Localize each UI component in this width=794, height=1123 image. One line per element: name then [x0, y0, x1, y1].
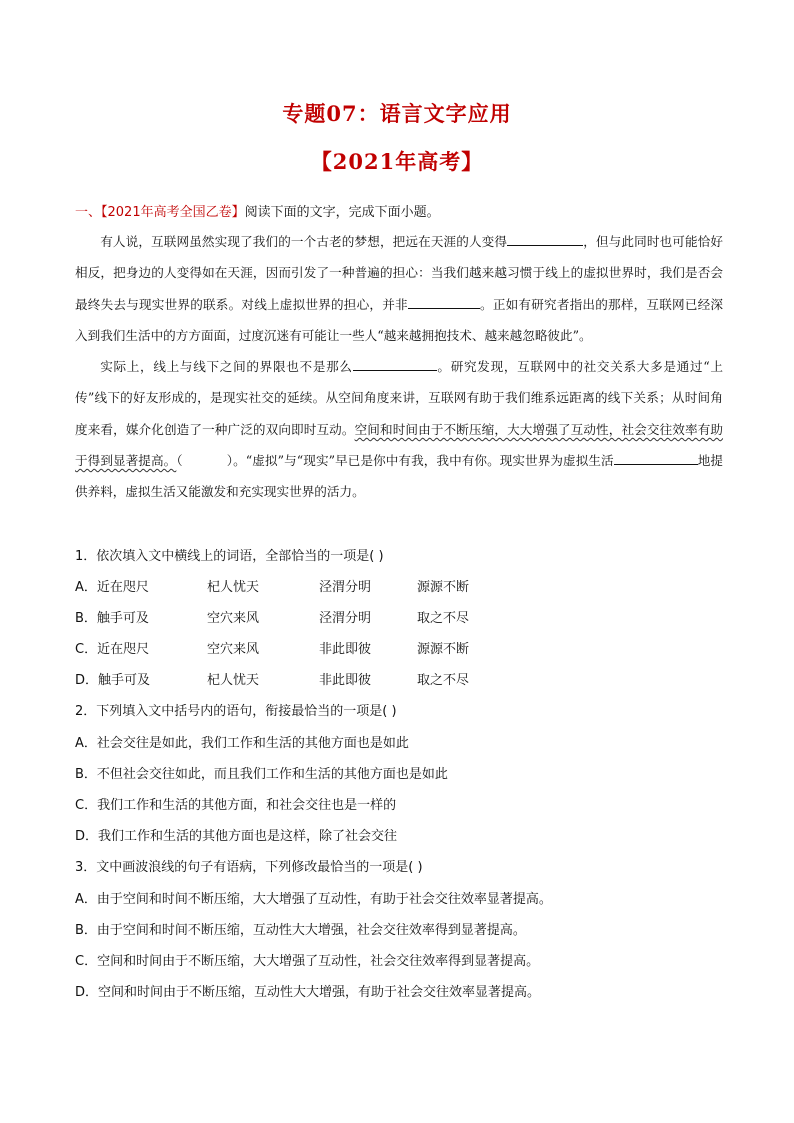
wavy-underlined-sentence: 空间和时间由于不断压缩，大大增强了互动性，社会交往效率有助于得到显著提高。 — [75, 421, 724, 469]
option-word: B．触手可及 — [75, 611, 149, 626]
question-1-option-c — [75, 638, 507, 657]
question-3-option-c: C．空间和时间由于不断压缩，大大增强了互动性，社会交往效率得到显著提高。 — [75, 954, 540, 969]
option-word: 源源不断 — [417, 580, 470, 595]
passage-text: ，但与此同时也可能恰好相反，把身边的人变得如在天涯，因而引发了一种普遍的担心：当我们越来越习惯于线上的虚拟世界时，我们是否会最终失去与现实世界的联系。对线上虚拟世界的担心，并非 — [75, 234, 724, 312]
question-2-stem: 2．下列填入文中括号内的语句，衔接最恰当的一项是( ) — [75, 704, 397, 719]
section-heading — [75, 201, 440, 220]
fill-blank-3 — [353, 356, 437, 371]
question-2-option-b: B．不但社会交往如此，而且我们工作和生活的其他方面也是如此 — [75, 767, 448, 782]
passage-text: 地提供养料，虚拟生活又能激发和充实现实世界的活力。 — [75, 453, 724, 500]
question-3-stem: 3．文中画波浪线的句子有语病，下列修改最恰当的一项是( ) — [75, 860, 423, 875]
question-1-option-d — [75, 669, 507, 688]
question-2-option-d: D．我们工作和生活的其他方面也是这样，除了社会交往 — [75, 829, 398, 844]
fill-blank-1 — [507, 231, 583, 246]
page-subtitle: 【2021年高考】 — [310, 149, 484, 174]
option-word: A．近在咫尺 — [75, 580, 149, 595]
fill-blank-4 — [614, 450, 698, 465]
option-word: 取之不尽 — [417, 673, 470, 688]
option-word: 杞人忧天 — [207, 673, 260, 688]
question-1-option-b — [75, 607, 507, 626]
option-word: 空穴来风 — [207, 642, 260, 657]
option-word: 取之不尽 — [417, 611, 470, 626]
page-title: 专题07：语言文字应用 — [282, 101, 512, 126]
passage-text: 。研究发现，互联网中的社交关系大多是通过“上传”线下的好友形成的，是现实社交的延续。从空间角度来讲，互联网有助于我们维系远距离的线下关系；从时间角度来看，媒介化创造了一种广泛的双向即时互动。 — [75, 359, 723, 437]
passage-text: （ — [176, 453, 183, 469]
option-word: 源源不断 — [417, 642, 470, 657]
fill-blank-2 — [408, 294, 480, 309]
question-1-option-a — [75, 576, 507, 595]
passage-text: ）。“虚拟”与“现实”早已是你中有我，我中有你。现实世界为虚拟生活 — [226, 453, 614, 469]
section-instruction: 阅读下面的文字，完成下面小题。 — [244, 205, 440, 220]
question-2-option-a: A．社会交往是如此，我们工作和生活的其他方面也是如此 — [75, 736, 409, 751]
question-2-option-c: C．我们工作和生活的其他方面，和社会交往也是一样的 — [75, 798, 397, 813]
option-word: 泾渭分明 — [319, 611, 372, 626]
exam-source-tag: 【2021年高考全国乙卷】 — [101, 205, 245, 220]
passage-text: 有人说，互联网虽然实现了我们的一个古老的梦想，把远在天涯的人变得 — [100, 234, 508, 249]
option-word: 杞人忧天 — [207, 580, 260, 595]
passage-paragraph-1 — [75, 226, 723, 351]
section-number: 一、 — [75, 205, 102, 220]
reading-passage — [75, 226, 723, 508]
option-word: 非此即彼 — [319, 642, 372, 657]
question-3-option-d: D．空间和时间由于不断压缩，互动性大大增强，有助于社会交往效率显著提高。 — [75, 985, 541, 1000]
option-word: 空穴来风 — [207, 611, 260, 626]
passage-paragraph-2 — [75, 351, 723, 507]
option-word: 非此即彼 — [319, 673, 372, 688]
passage-text: 实际上，线上与线下之间的界限也不是那么 — [100, 359, 353, 375]
question-3-option-a: A．由于空间和时间不断压缩，大大增强了互动性，有助于社会交往效率显著提高。 — [75, 892, 552, 907]
passage-text: 。正如有研究者指出的那样，互联网已经深入到我们生活中的方方面面，过度沉迷有可能让一些人“越来越拥抱技术、越来越忽略彼此”。 — [75, 296, 724, 343]
option-word: D．触手可及 — [75, 673, 151, 688]
option-word: C．近在咫尺 — [75, 642, 150, 657]
question-3-option-b: B．由于空间和时间不断压缩，互动性大大增强，社会交往效率得到显著提高。 — [75, 923, 526, 938]
question-1-stem: 1．依次填入文中横线上的词语，全部恰当的一项是( ) — [75, 549, 384, 564]
option-word: 泾渭分明 — [319, 580, 372, 595]
